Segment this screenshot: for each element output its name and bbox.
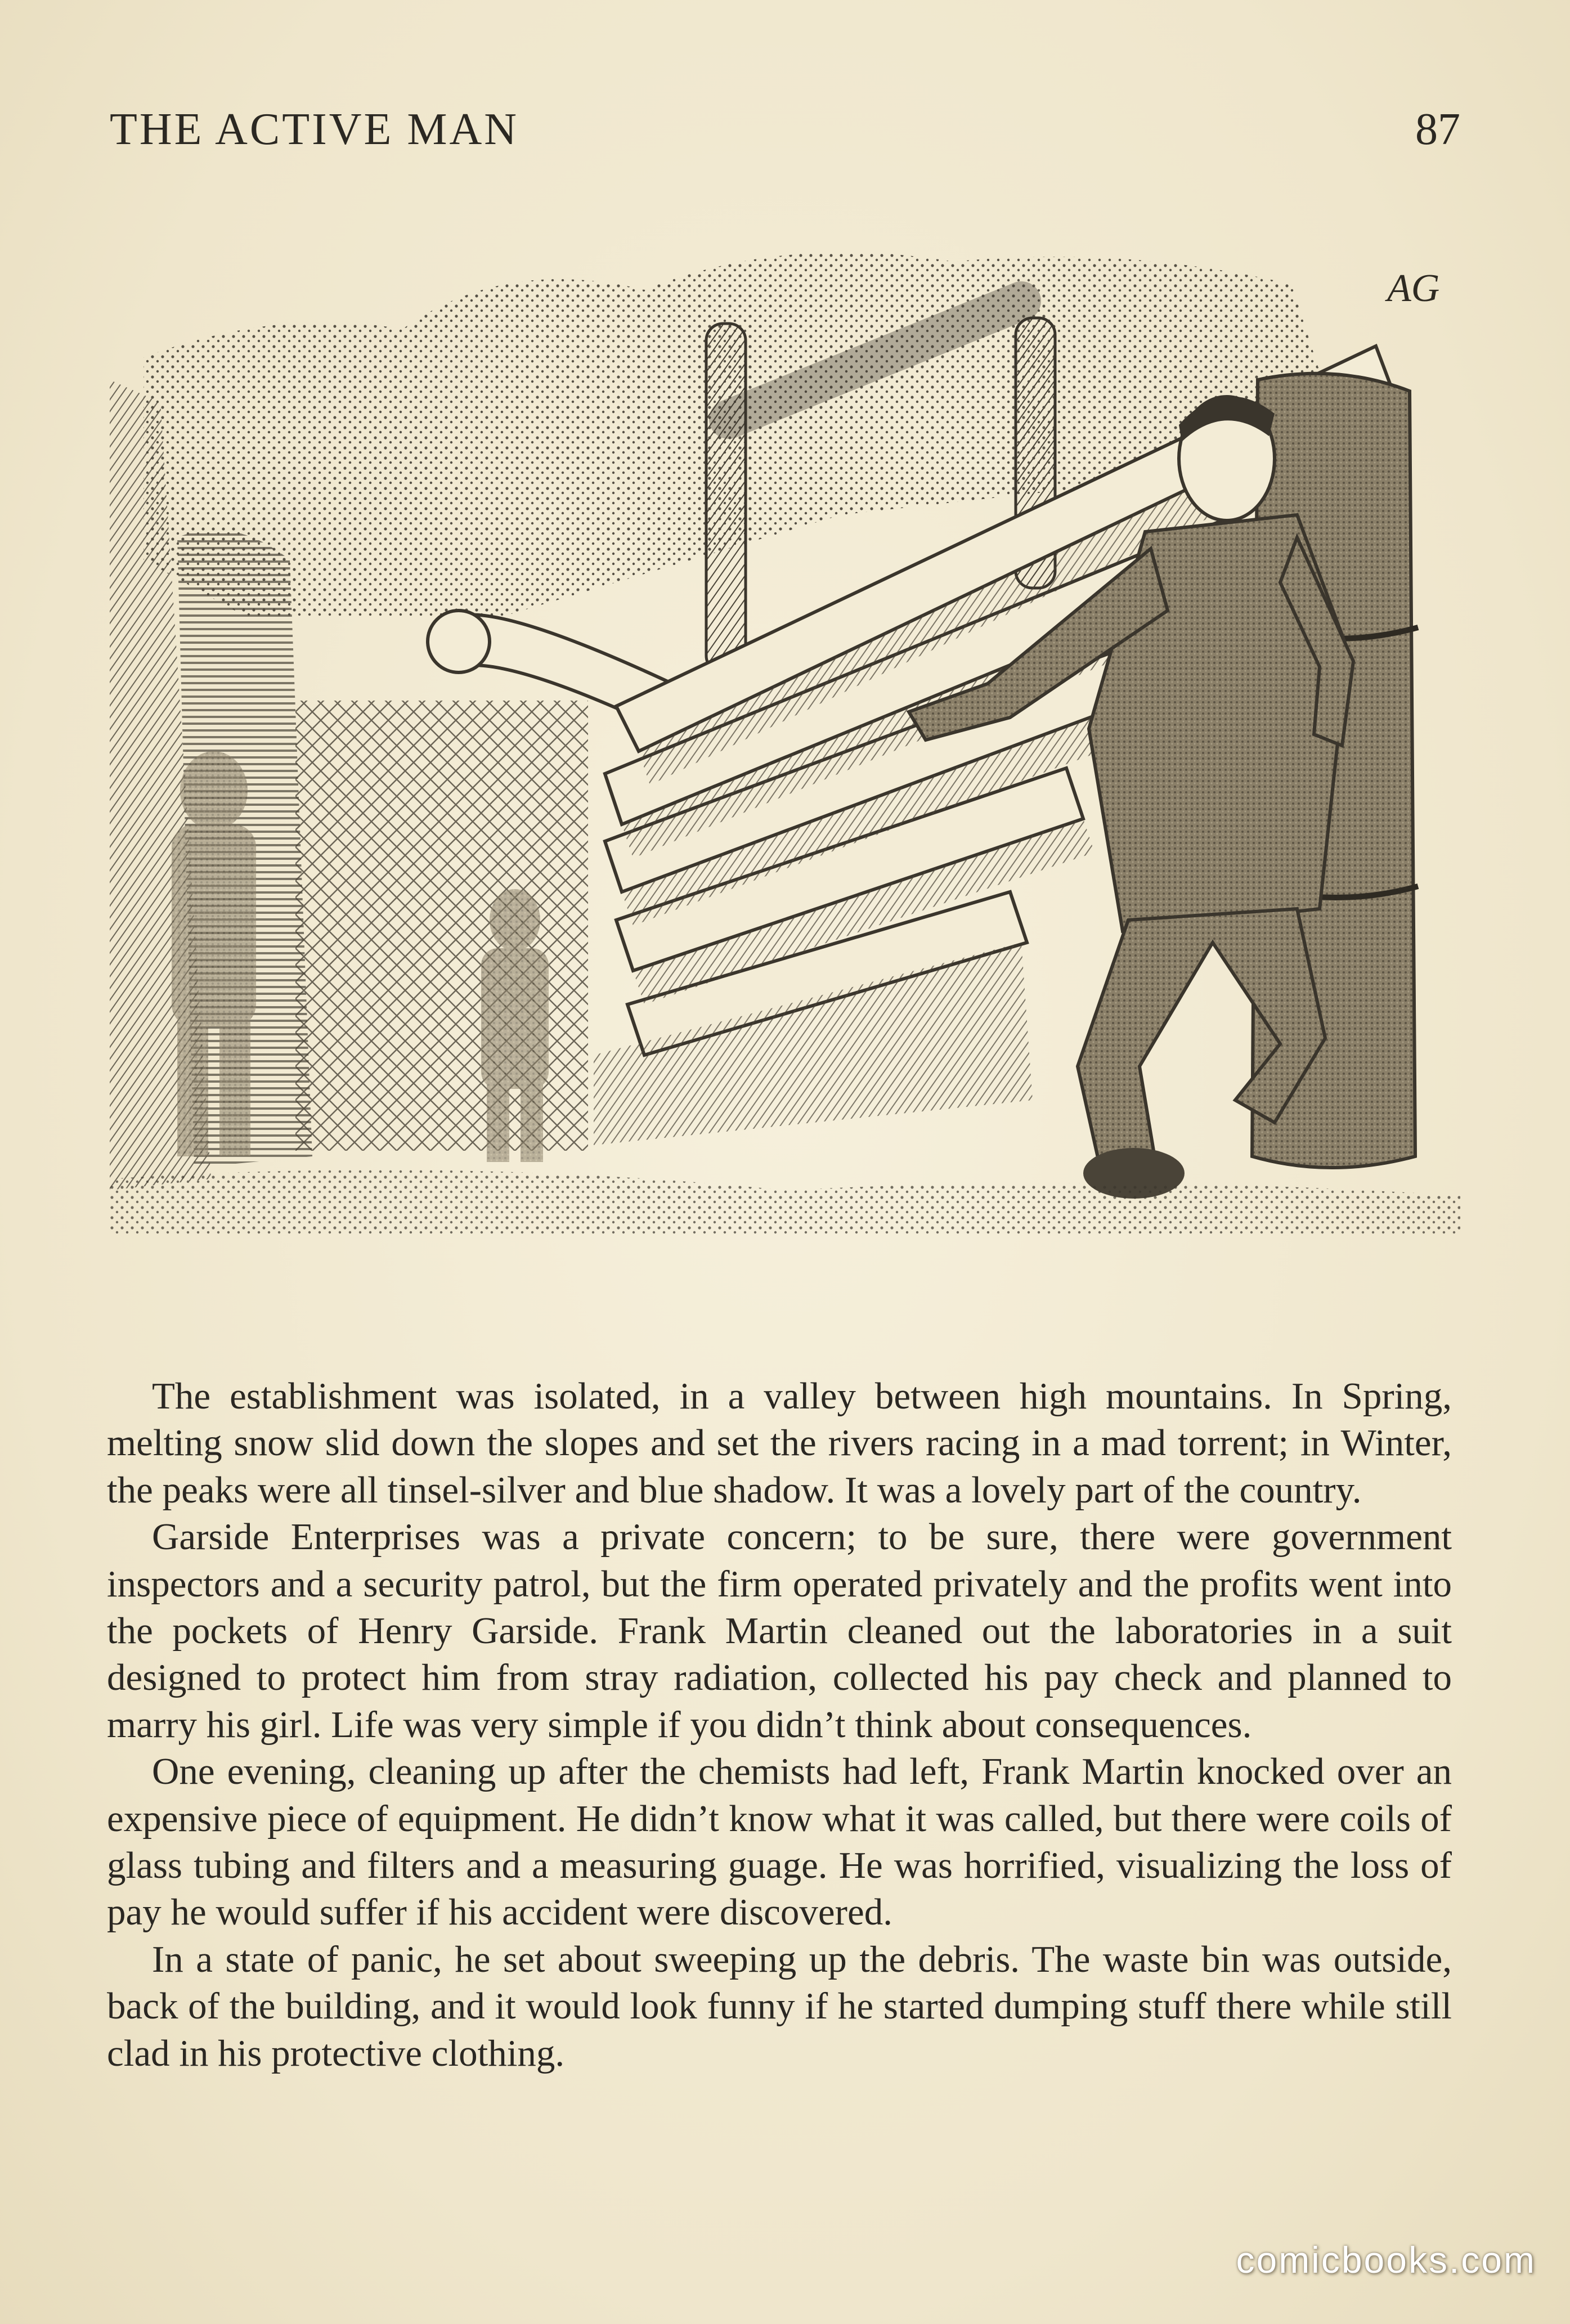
illustration: [110, 222, 1460, 1263]
watermark: comicbooks.com: [1236, 2239, 1536, 2281]
vertical-pipe-left: [706, 324, 746, 672]
illustration-drawing: [110, 222, 1460, 1263]
ground: [110, 1170, 1460, 1235]
running-head: [110, 98, 1460, 160]
page-number: 87: [1415, 105, 1460, 154]
artist-signature: AG: [1387, 267, 1440, 310]
paragraph-4: In a state of panic, he set about sweeping up the debris. The waste bin was outside, back of the building, and it would look funny if he started dumping stuff there while still clad in his protective clothing.: [107, 1938, 1452, 2074]
running-head-title: THE ACTIVE MAN: [110, 105, 519, 154]
paragraph-1: The establishment was isolated, in a valley between high mountains. In Spring, melting snow slid down the slopes and set the rivers racing in a mad torrent; in Winter, the peaks were all tinsel-silver and blue shadow. It was a lovely part of the country.: [107, 1375, 1452, 1511]
body-text: [107, 1373, 1452, 2077]
pipe-end-cap: [428, 611, 490, 672]
paragraph-2: Garside Enterprises was a private concern; to be sure, there were government inspectors and a security patrol, but the firm operated privately and the profits went into the pockets of Henry Garside. Frank Martin cleaned out the laboratories in a suit designed to protect him from stray radiation, collected his pay check and planned to marry his girl. Life was very simple if you didn’t think about consequences.: [107, 1516, 1452, 1746]
paragraph-3: One evening, cleaning up after the chemists had left, Frank Martin knocked over an expensive piece of equipment. He didn’t know what it was called, but there were coils of glass tubing and filters and a measuring guage. He was horrified, visualizing the loss of pay he would suffer if his accident were discovered.: [107, 1751, 1452, 1933]
